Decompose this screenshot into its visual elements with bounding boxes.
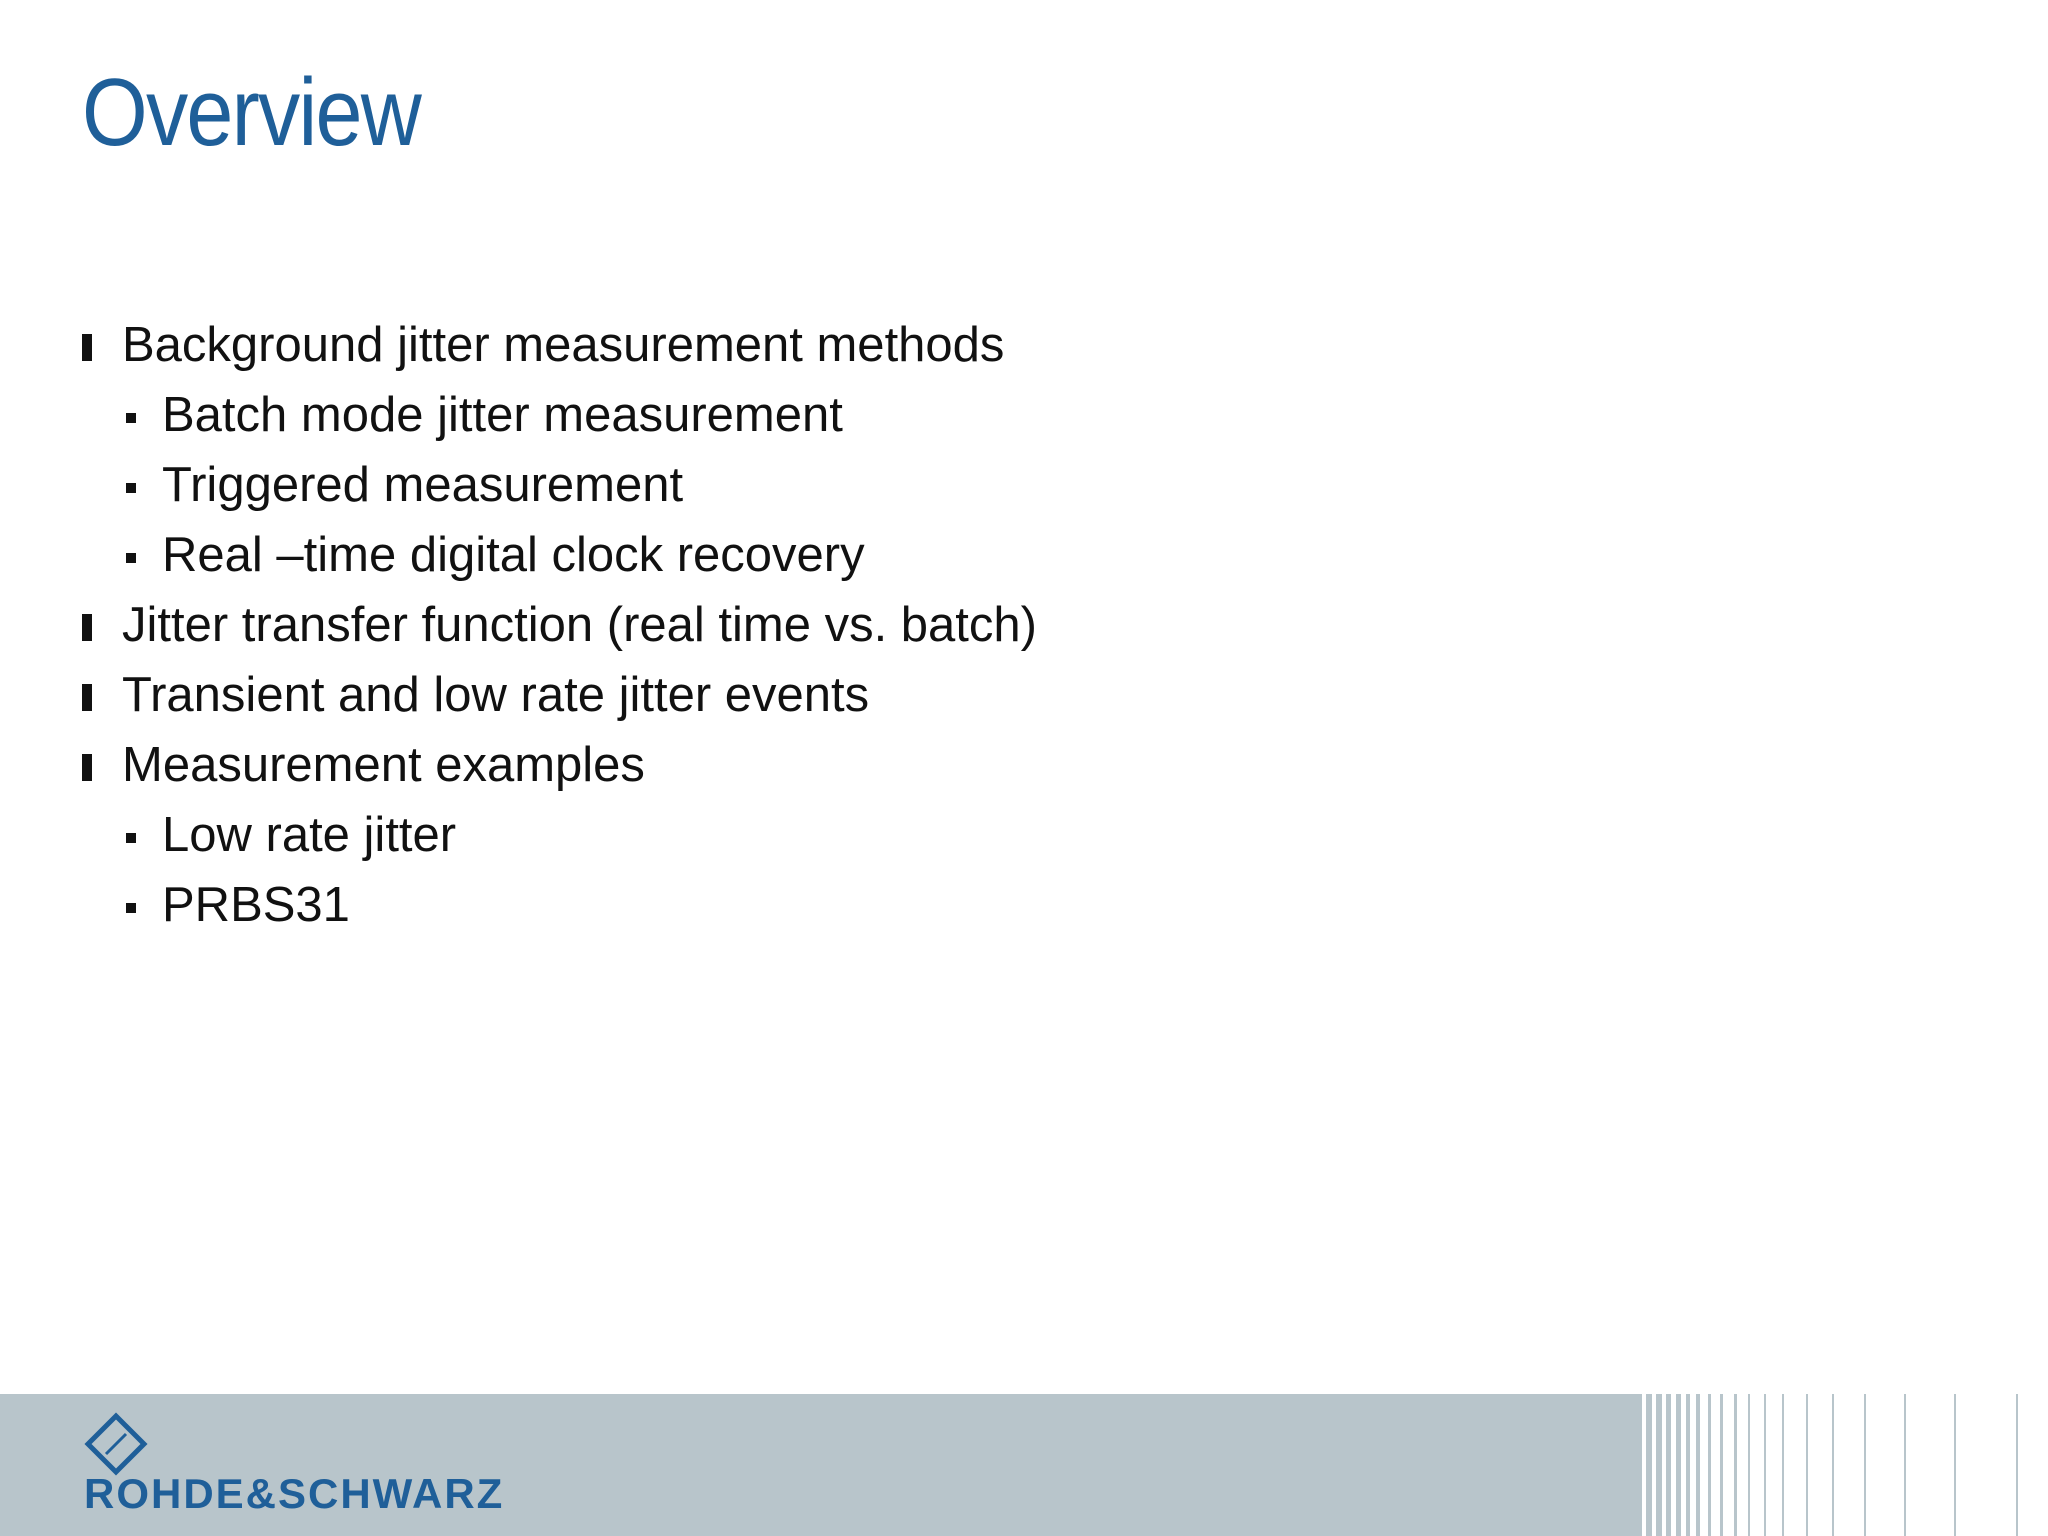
footer-stripes: [1636, 1394, 2048, 1536]
bullet-text: Jitter transfer function (real time vs. batch): [122, 598, 1037, 652]
square-bullet-icon: [126, 833, 136, 843]
sub-bullet-text: Low rate jitter: [162, 808, 457, 862]
sub-bullet-item: [82, 450, 1037, 520]
sub-bullet-item: [82, 380, 1037, 450]
bar-bullet-icon: [82, 334, 92, 361]
square-bullet-icon: [126, 483, 136, 493]
stripe-pattern: [1636, 1394, 2048, 1536]
bullet-text: Measurement examples: [122, 738, 645, 792]
sub-bullet-item: [82, 800, 1037, 870]
brand-logo-text: ROHDE&SCHWARZ: [84, 1470, 505, 1517]
rs-diamond-logo-icon: [84, 1412, 148, 1476]
bar-bullet-icon: [82, 614, 92, 641]
bullet-list: [82, 310, 1037, 940]
bullet-text: Transient and low rate jitter events: [122, 668, 870, 722]
sub-bullet-text: Triggered measurement: [162, 458, 684, 512]
sub-bullet-text: Real –time digital clock recovery: [162, 528, 865, 582]
sub-bullet-text: Batch mode jitter measurement: [162, 388, 843, 442]
sub-bullet-item: [82, 520, 1037, 590]
bullet-text: Background jitter measurement methods: [122, 318, 1005, 372]
sub-bullet-text: PRBS31: [162, 878, 350, 932]
square-bullet-icon: [126, 413, 136, 423]
bullet-item: [82, 660, 1037, 730]
square-bullet-icon: [126, 553, 136, 563]
slide-title: Overview: [82, 59, 420, 166]
bullet-item: [82, 730, 1037, 800]
bar-bullet-icon: [82, 684, 92, 711]
bullet-item: [82, 310, 1037, 380]
bullet-item: [82, 590, 1037, 660]
bar-bullet-icon: [82, 754, 92, 781]
square-bullet-icon: [126, 903, 136, 913]
sub-bullet-item: [82, 870, 1037, 940]
